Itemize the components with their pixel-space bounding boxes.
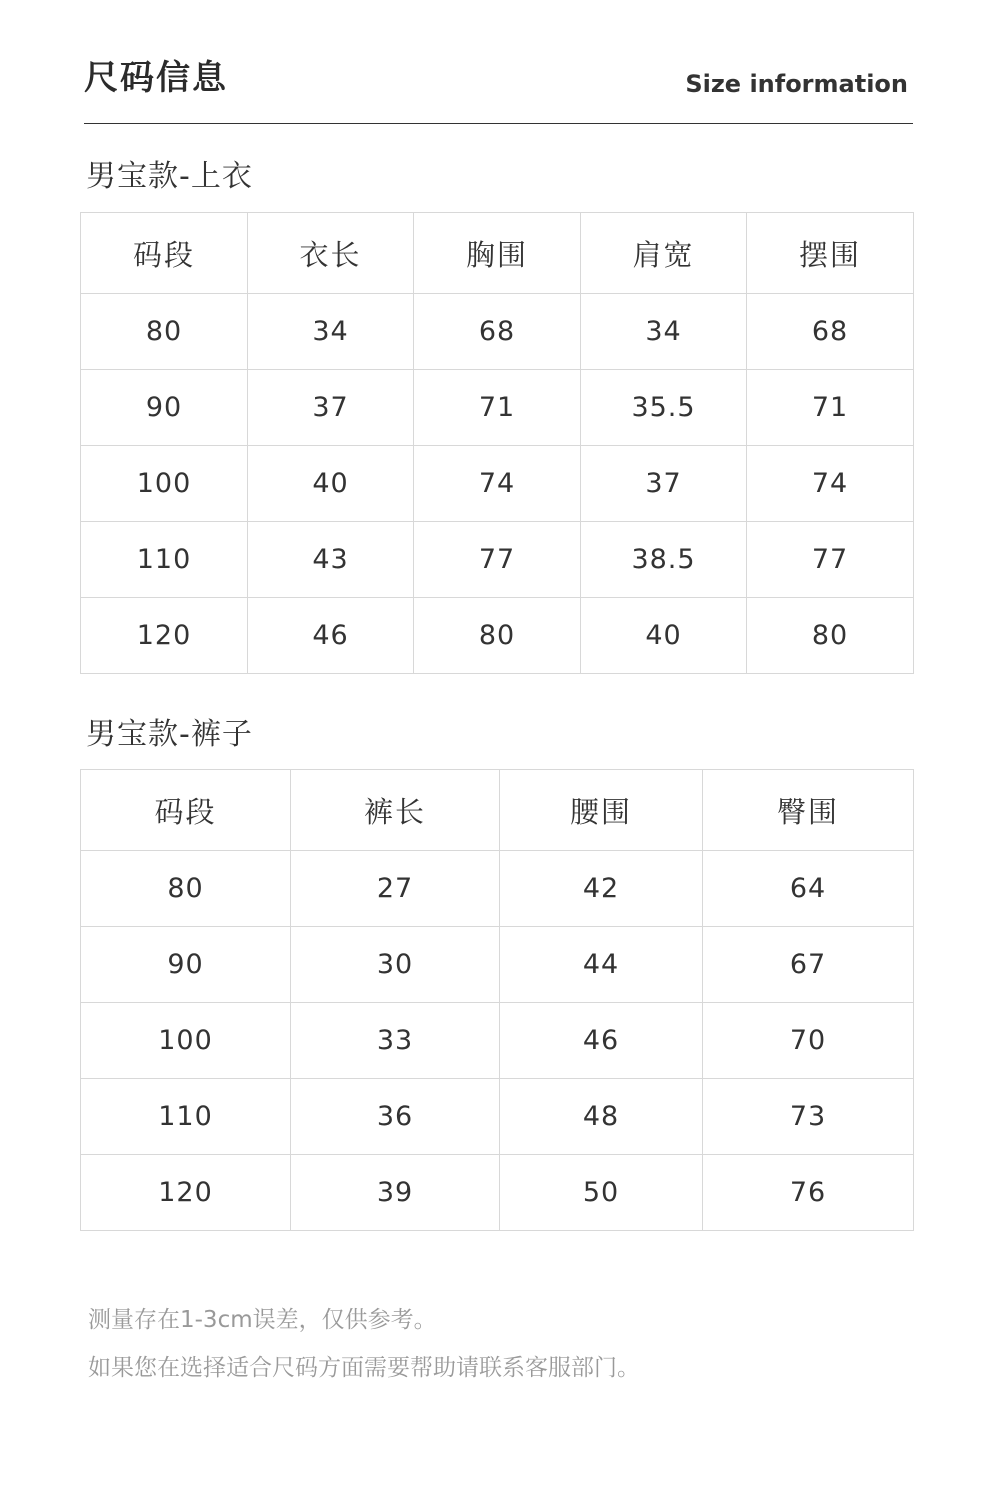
table-cell: 68 bbox=[747, 294, 914, 370]
table-cell: 34 bbox=[248, 294, 414, 370]
table-cell: 80 bbox=[414, 598, 581, 674]
column-header-hip: 臀围 bbox=[703, 770, 914, 851]
table-cell: 37 bbox=[581, 446, 747, 522]
measurement-note: 测量存在1-3cm误差，仅供参考。 bbox=[88, 1307, 437, 1333]
help-note: 如果您在选择适合尺码方面需要帮助请联系客服部门。 bbox=[88, 1355, 640, 1381]
column-header-chest: 胸围 bbox=[414, 213, 581, 294]
table-cell: 100 bbox=[81, 1003, 291, 1079]
table-cell: 77 bbox=[414, 522, 581, 598]
table-cell: 90 bbox=[81, 370, 248, 446]
table-cell: 64 bbox=[703, 851, 914, 927]
table-cell: 46 bbox=[500, 1003, 703, 1079]
table-row bbox=[81, 294, 914, 370]
table-cell: 110 bbox=[81, 522, 248, 598]
table-cell: 40 bbox=[581, 598, 747, 674]
table-row bbox=[81, 927, 914, 1003]
table-cell: 80 bbox=[81, 851, 291, 927]
table-cell: 74 bbox=[747, 446, 914, 522]
table-row bbox=[81, 370, 914, 446]
table-row bbox=[81, 1079, 914, 1155]
table-row bbox=[81, 522, 914, 598]
column-header-hem: 摆围 bbox=[747, 213, 914, 294]
table-cell: 77 bbox=[747, 522, 914, 598]
table-cell: 100 bbox=[81, 446, 248, 522]
table-row bbox=[81, 851, 914, 927]
table-cell: 120 bbox=[81, 598, 248, 674]
table-cell: 80 bbox=[81, 294, 248, 370]
table-header-row bbox=[81, 770, 914, 851]
table-cell: 35.5 bbox=[581, 370, 747, 446]
header-divider bbox=[84, 123, 913, 124]
table-cell: 39 bbox=[291, 1155, 500, 1231]
table-row bbox=[81, 446, 914, 522]
table-cell: 30 bbox=[291, 927, 500, 1003]
table-cell: 74 bbox=[414, 446, 581, 522]
table-cell: 70 bbox=[703, 1003, 914, 1079]
table-cell: 40 bbox=[248, 446, 414, 522]
table-cell: 73 bbox=[703, 1079, 914, 1155]
column-header-size: 码段 bbox=[81, 770, 291, 851]
table-cell: 33 bbox=[291, 1003, 500, 1079]
tops-section-title: 男宝款-上衣 bbox=[86, 159, 253, 194]
table-cell: 42 bbox=[500, 851, 703, 927]
table-cell: 80 bbox=[747, 598, 914, 674]
page-title: 尺码信息 bbox=[84, 58, 228, 98]
table-cell: 34 bbox=[581, 294, 747, 370]
page-header bbox=[84, 56, 912, 104]
table-cell: 43 bbox=[248, 522, 414, 598]
table-header-row bbox=[81, 213, 914, 294]
table-row bbox=[81, 1003, 914, 1079]
table-cell: 48 bbox=[500, 1079, 703, 1155]
table-cell: 90 bbox=[81, 927, 291, 1003]
column-header-shoulder: 肩宽 bbox=[581, 213, 747, 294]
table-cell: 120 bbox=[81, 1155, 291, 1231]
column-header-pant-length: 裤长 bbox=[291, 770, 500, 851]
table-cell: 68 bbox=[414, 294, 581, 370]
table-cell: 38.5 bbox=[581, 522, 747, 598]
pants-section-title: 男宝款-裤子 bbox=[86, 717, 253, 752]
column-header-size: 码段 bbox=[81, 213, 248, 294]
table-cell: 44 bbox=[500, 927, 703, 1003]
table-cell: 71 bbox=[414, 370, 581, 446]
table-cell: 76 bbox=[703, 1155, 914, 1231]
table-row bbox=[81, 1155, 914, 1231]
table-cell: 110 bbox=[81, 1079, 291, 1155]
table-cell: 46 bbox=[248, 598, 414, 674]
table-row bbox=[81, 598, 914, 674]
table-cell: 36 bbox=[291, 1079, 500, 1155]
column-header-length: 衣长 bbox=[248, 213, 414, 294]
pants-size-table bbox=[80, 769, 914, 1231]
table-cell: 50 bbox=[500, 1155, 703, 1231]
column-header-waist: 腰围 bbox=[500, 770, 703, 851]
table-cell: 37 bbox=[248, 370, 414, 446]
page-subtitle: Size information bbox=[685, 70, 908, 98]
tops-size-table bbox=[80, 212, 914, 674]
table-cell: 67 bbox=[703, 927, 914, 1003]
table-cell: 71 bbox=[747, 370, 914, 446]
table-cell: 27 bbox=[291, 851, 500, 927]
